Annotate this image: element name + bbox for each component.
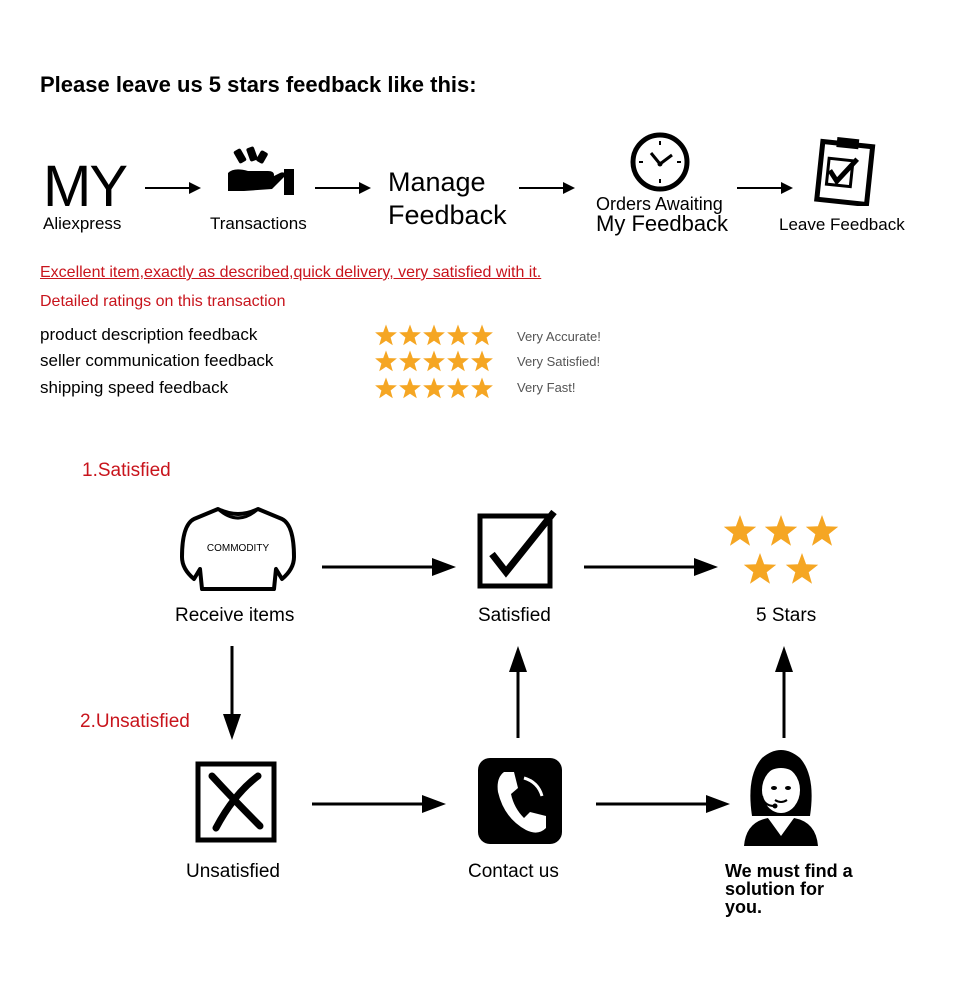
five-stars-label: 5 Stars	[756, 605, 817, 626]
star-icon	[423, 378, 445, 399]
clock-icon	[629, 131, 691, 193]
star-icon	[399, 351, 421, 372]
shirt-icon	[178, 505, 298, 591]
arrow-icon	[582, 555, 722, 579]
detailed-ratings-heading: Detailed ratings on this transaction	[40, 293, 286, 310]
rating-stars	[374, 324, 494, 346]
star-icon	[375, 325, 397, 346]
aliexpress-label: Aliexpress	[43, 214, 122, 233]
hand-coins-icon	[224, 145, 296, 197]
five-stars-icon	[722, 512, 840, 592]
star-icon	[375, 378, 397, 399]
my-feedback-label: My Feedback	[596, 211, 729, 236]
arrow-icon	[310, 792, 450, 816]
star-icon	[744, 553, 776, 584]
arrow-up-icon	[506, 644, 530, 740]
rating-stars	[374, 350, 494, 372]
clipboard-check-icon	[812, 134, 878, 206]
receive-items-label: Receive items	[175, 605, 295, 626]
solution-text: We must find a solution for you.	[725, 861, 853, 917]
star-icon	[447, 378, 469, 399]
star-icon	[423, 325, 445, 346]
arrow-icon	[517, 178, 577, 198]
arrow-icon	[320, 555, 460, 579]
support-agent-icon	[742, 746, 820, 846]
star-icon	[724, 515, 756, 546]
satisfied-label: Satisfied	[478, 605, 551, 626]
rating-stars	[374, 377, 494, 399]
unsatisfied-label: Unsatisfied	[186, 861, 280, 882]
arrow-up-icon	[772, 644, 796, 740]
star-icon	[375, 351, 397, 372]
star-icon	[471, 351, 493, 372]
arrow-icon	[143, 178, 203, 198]
arrow-icon	[735, 178, 795, 198]
phone-icon	[478, 758, 562, 844]
rating-label: shipping speed feedback	[40, 378, 229, 397]
arrow-icon	[594, 792, 734, 816]
satisfied-heading: 1.Satisfied	[82, 460, 171, 481]
rating-label: seller communication feedback	[40, 351, 274, 370]
my-label: MY	[43, 154, 126, 219]
star-icon	[786, 553, 818, 584]
star-icon	[447, 351, 469, 372]
page-title: Please leave us 5 stars feedback like this:	[40, 72, 477, 97]
transactions-label: Transactions	[210, 214, 307, 233]
star-icon	[806, 515, 838, 546]
star-icon	[399, 378, 421, 399]
arrow-down-icon	[220, 644, 244, 742]
star-icon	[765, 515, 797, 546]
star-icon	[447, 325, 469, 346]
star-icon	[423, 351, 445, 372]
arrow-icon	[313, 178, 373, 198]
contact-us-label: Contact us	[468, 861, 559, 882]
orders-awaiting-label: Orders Awaiting	[596, 194, 723, 214]
example-comment: Excellent item,exactly as described,quick delivery, very satisfied with it.	[40, 264, 542, 281]
rating-value: Very Fast!	[517, 380, 576, 395]
rating-value: Very Accurate!	[517, 329, 601, 344]
check-box-icon	[476, 508, 560, 592]
star-icon	[471, 378, 493, 399]
rating-label: product description feedback	[40, 325, 258, 344]
star-icon	[399, 325, 421, 346]
commodity-text: COMMODITY	[206, 543, 270, 554]
rating-value: Very Satisfied!	[517, 354, 601, 369]
manage-feedback-label: Manage Feedback	[388, 167, 507, 230]
unsatisfied-heading: 2.Unsatisfied	[80, 711, 190, 732]
star-icon	[471, 325, 493, 346]
leave-feedback-label: Leave Feedback	[779, 215, 905, 234]
x-box-icon	[194, 760, 278, 844]
